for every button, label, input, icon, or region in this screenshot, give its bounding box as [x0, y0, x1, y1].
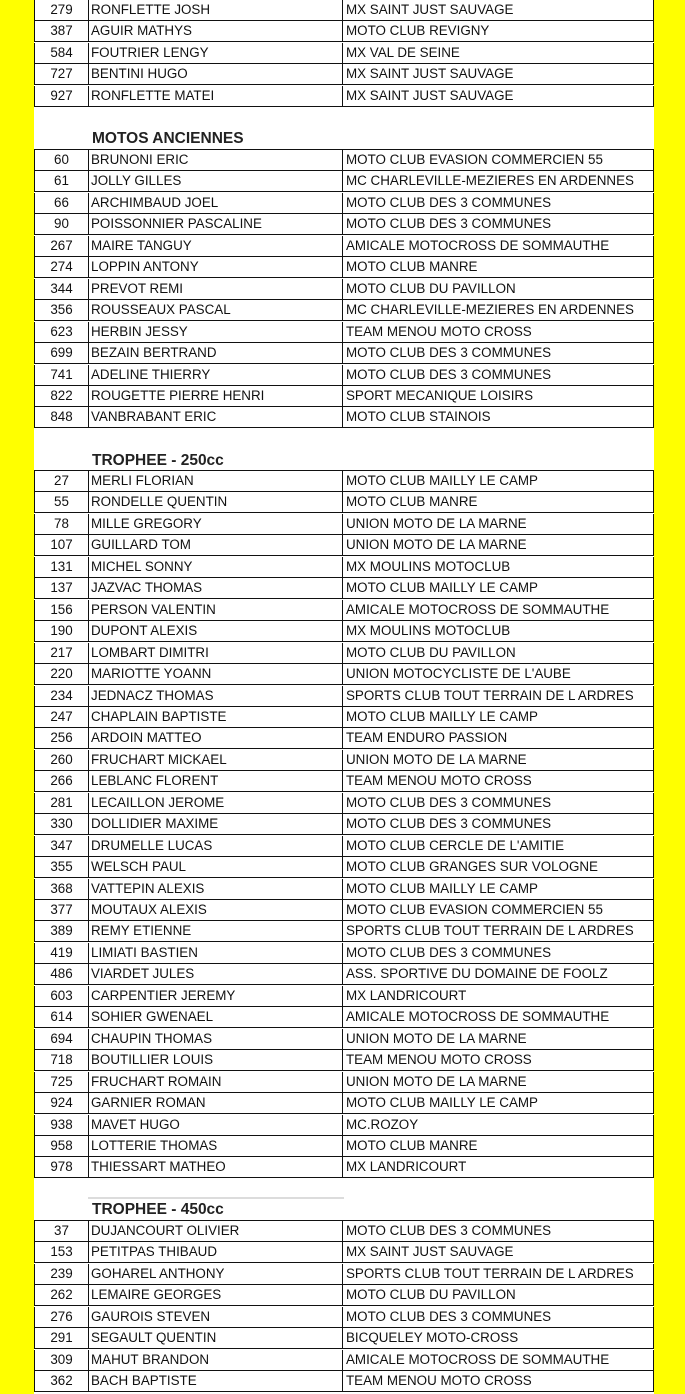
rider-number: 368: [35, 879, 89, 899]
rider-name: WELSCH PAUL: [89, 857, 343, 877]
rider-club: MC CHARLEVILLE-MEZIERES EN ARDENNES: [346, 302, 634, 318]
rider-name: MARIOTTE YOANN: [89, 664, 343, 684]
rider-name: MAHUT BRANDON: [89, 1350, 343, 1370]
table-row: [34, 365, 654, 386]
rider-club: MOTO CLUB MAILLY LE CAMP: [346, 708, 538, 724]
rider-name: FRUCHART MICKAEL: [89, 750, 343, 770]
rider-number: 55: [35, 492, 89, 512]
rider-name: HERBIN JESSY: [89, 322, 343, 342]
rider-number: 267: [35, 236, 89, 256]
rider-club: MX SAINT JUST SAUVAGE: [346, 1244, 514, 1260]
rider-number: 220: [35, 664, 89, 684]
rider-number: 699: [35, 343, 89, 363]
rider-name: REMY ETIENNE: [89, 921, 343, 941]
rider-number: 362: [35, 1371, 89, 1391]
table-row: [34, 492, 654, 513]
rider-number: 725: [35, 1072, 89, 1092]
rider-number: 419: [35, 943, 89, 963]
rider-name: VIARDET JULES: [89, 964, 343, 984]
rider-club: UNION MOTO DE LA MARNE: [346, 537, 527, 553]
table-row: [34, 86, 654, 107]
rider-club: MC CHARLEVILLE-MEZIERES EN ARDENNES: [346, 173, 634, 189]
rider-name: SOHIER GWENAEL: [89, 1007, 343, 1027]
table-row: [34, 21, 654, 42]
rider-number: 234: [35, 686, 89, 706]
table-row: [34, 943, 654, 964]
table-row: [34, 193, 654, 214]
rider-club: MX MOULINS MOTOCLUB: [346, 623, 511, 639]
table-row: [34, 214, 654, 235]
table-row: [34, 386, 654, 407]
table-row: [34, 750, 654, 771]
table-row: [34, 1220, 654, 1242]
table-row: [34, 171, 654, 192]
rider-number: 256: [35, 728, 89, 748]
rider-number: 741: [35, 365, 89, 385]
rider-club: MOTO CLUB REVIGNY: [346, 23, 490, 39]
rider-number: 291: [35, 1328, 89, 1348]
table-row: [34, 793, 654, 814]
rider-name: BOUTILLIER LOUIS: [89, 1050, 343, 1070]
rider-number: 927: [35, 86, 89, 106]
rider-name: CHAPLAIN BAPTISTE: [89, 707, 343, 727]
table-row: [34, 0, 654, 21]
rider-club: MOTO CLUB DES 3 COMMUNES: [346, 1223, 552, 1238]
rider-number: 107: [35, 535, 89, 555]
rider-name: BACH BAPTISTE: [89, 1371, 343, 1391]
table-row: [34, 43, 654, 64]
rider-club: SPORTS CLUB TOUT TERRAIN DE L ARDRES: [346, 923, 634, 939]
rider-club: TEAM MENOU MOTO CROSS: [346, 773, 532, 789]
table-row: [34, 686, 654, 707]
rider-number: 78: [35, 514, 89, 534]
rider-number: 137: [35, 578, 89, 598]
rider-club: MX VAL DE SEINE: [346, 44, 460, 60]
rider-club: AMICALE MOTOCROSS DE SOMMAUTHE: [346, 1009, 610, 1025]
rider-name: GUILLARD TOM: [89, 535, 343, 555]
rider-number: 239: [35, 1264, 89, 1284]
table-row: [34, 407, 654, 428]
rider-name: RONFLETTE MATEI: [89, 86, 343, 106]
rider-number: 274: [35, 257, 89, 277]
rider-club: MOTO CLUB DES 3 COMMUNES: [346, 944, 552, 960]
rider-club: SPORT MECANIQUE LOISIRS: [346, 387, 534, 403]
table-row: [34, 514, 654, 535]
rider-number: 276: [35, 1307, 89, 1327]
rider-name: POISSONNIER PASCALINE: [89, 214, 343, 234]
rider-club: MX SAINT JUST SAUVAGE: [346, 2, 514, 17]
rider-name: VANBRABANT ERIC: [89, 407, 343, 427]
rider-number: 486: [35, 964, 89, 984]
rider-name: MICHEL SONNY: [89, 557, 343, 577]
table-row: [34, 1115, 654, 1136]
rider-club: MOTO CLUB MAILLY LE CAMP: [346, 880, 538, 896]
rider-name: GARNIER ROMAN: [89, 1093, 343, 1113]
rider-number: 389: [35, 921, 89, 941]
rider-club: MX LANDRICOURT: [346, 987, 467, 1003]
rider-club: AMICALE MOTOCROSS DE SOMMAUTHE: [346, 1351, 610, 1367]
table-row: [34, 236, 654, 257]
rider-name: JOLLY GILLES: [89, 171, 343, 191]
rider-club: MOTO CLUB GRANGES SUR VOLOGNE: [346, 859, 598, 875]
section-title: TROPHEE - 450cc: [92, 1201, 224, 1218]
rider-club: UNION MOTO DE LA MARNE: [346, 751, 527, 767]
table-row: [34, 1264, 654, 1285]
rider-name: LEMAIRE GEORGES: [89, 1285, 343, 1305]
rider-club: MOTO CLUB MAILLY LE CAMP: [346, 1095, 538, 1111]
rider-number: 958: [35, 1136, 89, 1156]
rider-club: BICQUELEY MOTO-CROSS: [346, 1330, 519, 1346]
rider-number: 266: [35, 771, 89, 791]
rider-name: BENTINI HUGO: [89, 64, 343, 84]
rider-club: MOTO CLUB DU PAVILLON: [346, 280, 516, 296]
rider-name: RONFLETTE JOSH: [89, 0, 343, 20]
rider-name: GOHAREL ANTHONY: [89, 1264, 343, 1284]
rider-club: MOTO CLUB MANRE: [346, 1137, 478, 1153]
rider-club: UNION MOTO DE LA MARNE: [346, 1073, 527, 1089]
rider-club: MOTO CLUB DES 3 COMMUNES: [346, 345, 552, 361]
rider-number: 66: [35, 193, 89, 213]
rider-club: MX SAINT JUST SAUVAGE: [346, 87, 514, 103]
table-row: [34, 1307, 654, 1328]
table-row: [34, 771, 654, 792]
table-row: [34, 1072, 654, 1093]
rider-club: MOTO CLUB STAINOIS: [346, 409, 491, 425]
rider-number: 694: [35, 1029, 89, 1049]
rider-number: 27: [35, 471, 89, 491]
rider-number: 190: [35, 621, 89, 641]
rider-club: MOTO CLUB DES 3 COMMUNES: [346, 816, 552, 832]
rider-name: PETITPAS THIBAUD: [89, 1242, 343, 1262]
rider-club: UNION MOTO DE LA MARNE: [346, 515, 527, 531]
rider-name: ARDOIN MATTEO: [89, 728, 343, 748]
rider-club: MOTO CLUB DU PAVILLON: [346, 1287, 516, 1303]
rider-club: MOTO CLUB MANRE: [346, 494, 478, 510]
entry-list-sheet: [34, 0, 654, 1394]
rider-number: 156: [35, 600, 89, 620]
rider-club: MOTO CLUB MAILLY LE CAMP: [346, 473, 538, 488]
rider-number: 260: [35, 750, 89, 770]
table-row: [34, 836, 654, 857]
table-row: [34, 921, 654, 942]
table-row: [34, 879, 654, 900]
section-title: MOTOS ANCIENNES: [92, 130, 244, 147]
rider-name: PERSON VALENTIN: [89, 600, 343, 620]
rider-name: PREVOT REMI: [89, 279, 343, 299]
table-row: [34, 1093, 654, 1114]
table-row: [34, 1371, 654, 1392]
table-row: [34, 964, 654, 985]
rider-club: MC.ROZOY: [346, 1116, 419, 1132]
rider-name: RONDELLE QUENTIN: [89, 492, 343, 512]
rider-name: MAIRE TANGUY: [89, 236, 343, 256]
table-row: [34, 1350, 654, 1371]
table-row: [34, 814, 654, 835]
rider-club: AMICALE MOTOCROSS DE SOMMAUTHE: [346, 601, 610, 617]
rider-club: TEAM ENDURO PASSION: [346, 730, 508, 746]
rider-club: MOTO CLUB DES 3 COMMUNES: [346, 1308, 552, 1324]
table-row: [34, 470, 654, 492]
table-row: [34, 664, 654, 685]
rider-club: SPORTS CLUB TOUT TERRAIN DE L ARDRES: [346, 1265, 634, 1281]
table-row: [34, 300, 654, 321]
table-row: [34, 621, 654, 642]
rider-name: VATTEPIN ALEXIS: [89, 879, 343, 899]
rider-number: 262: [35, 1285, 89, 1305]
table-row: [34, 1157, 654, 1178]
rider-club: MOTO CLUB EVASION COMMERCIEN 55: [346, 902, 603, 917]
rider-number: 347: [35, 836, 89, 856]
rider-name: CARPENTIER JEREMY: [89, 986, 343, 1006]
rider-club: MOTO CLUB DU PAVILLON: [346, 644, 516, 660]
table-row: [34, 1328, 654, 1349]
table-row: [34, 343, 654, 364]
rider-club: MOTO CLUB DES 3 COMMUNES: [346, 794, 552, 810]
rider-name: LECAILLON JEROME: [89, 793, 343, 813]
table-row: [34, 1029, 654, 1050]
rider-name: DUJANCOURT OLIVIER: [89, 1221, 343, 1241]
table-row: [34, 149, 654, 171]
rider-number: 281: [35, 793, 89, 813]
rider-club: MOTO CLUB MAILLY LE CAMP: [346, 580, 538, 596]
rider-name: MERLI FLORIAN: [89, 471, 343, 491]
rider-number: 60: [35, 150, 89, 170]
section-divider: [88, 1197, 344, 1199]
rider-club: MOTO CLUB DES 3 COMMUNES: [346, 216, 552, 232]
rider-number: 90: [35, 214, 89, 234]
rider-number: 377: [35, 900, 89, 920]
rider-number: 387: [35, 21, 89, 41]
rider-club: TEAM MENOU MOTO CROSS: [346, 1052, 532, 1068]
rider-name: MAVET HUGO: [89, 1115, 343, 1135]
rider-club: MOTO CLUB DES 3 COMMUNES: [346, 366, 552, 382]
rider-number: 924: [35, 1093, 89, 1113]
rider-name: ARCHIMBAUD JOEL: [89, 193, 343, 213]
rider-number: 356: [35, 300, 89, 320]
rider-club: TEAM MENOU MOTO CROSS: [346, 323, 532, 339]
rider-club: TEAM MENOU MOTO CROSS: [346, 1373, 532, 1389]
table-row: [34, 707, 654, 728]
table-row: [34, 900, 654, 921]
rider-number: 938: [35, 1115, 89, 1135]
table-row: [34, 728, 654, 749]
rider-name: DUPONT ALEXIS: [89, 621, 343, 641]
rider-name: JEDNACZ THOMAS: [89, 686, 343, 706]
table-row: [34, 1007, 654, 1028]
rider-number: 848: [35, 407, 89, 427]
table-row: [34, 279, 654, 300]
rider-number: 344: [35, 279, 89, 299]
rider-number: 153: [35, 1242, 89, 1262]
rider-name: DOLLIDIER MAXIME: [89, 814, 343, 834]
rider-name: SEGAULT QUENTIN: [89, 1328, 343, 1348]
rider-name: ROUGETTE PIERRE HENRI: [89, 386, 343, 406]
rider-club: AMICALE MOTOCROSS DE SOMMAUTHE: [346, 237, 610, 253]
rider-club: MX LANDRICOURT: [346, 1159, 467, 1175]
rider-number: 584: [35, 43, 89, 63]
rider-name: DRUMELLE LUCAS: [89, 836, 343, 856]
table-row: [34, 857, 654, 878]
rider-club: MOTO CLUB DES 3 COMMUNES: [346, 194, 552, 210]
rider-name: LOPPIN ANTONY: [89, 257, 343, 277]
rider-number: 217: [35, 643, 89, 663]
rider-name: LOMBART DIMITRI: [89, 643, 343, 663]
rider-name: AGUIR MATHYS: [89, 21, 343, 41]
table-row: [34, 1136, 654, 1157]
table-row: [34, 557, 654, 578]
rider-name: FRUCHART ROMAIN: [89, 1072, 343, 1092]
table-row: [34, 1285, 654, 1306]
table-row: [34, 64, 654, 85]
rider-club: UNION MOTO DE LA MARNE: [346, 1030, 527, 1046]
table-row: [34, 322, 654, 343]
table-row: [34, 535, 654, 556]
rider-number: 718: [35, 1050, 89, 1070]
rider-name: ADELINE THIERRY: [89, 365, 343, 385]
rider-number: 978: [35, 1157, 89, 1177]
rider-number: 355: [35, 857, 89, 877]
table-row: [34, 578, 654, 599]
rider-number: 309: [35, 1350, 89, 1370]
rider-club: MX MOULINS MOTOCLUB: [346, 558, 511, 574]
rider-club: SPORTS CLUB TOUT TERRAIN DE L ARDRES: [346, 687, 634, 703]
rider-number: 131: [35, 557, 89, 577]
rider-number: 330: [35, 814, 89, 834]
table-row: [34, 643, 654, 664]
table-row: [34, 1242, 654, 1263]
table-row: [34, 986, 654, 1007]
rider-club: ASS. SPORTIVE DU DOMAINE DE FOOLZ: [346, 966, 608, 982]
rider-number: 614: [35, 1007, 89, 1027]
rider-number: 37: [35, 1221, 89, 1241]
table-row: [34, 1050, 654, 1071]
table-row: [34, 257, 654, 278]
rider-name: CHAUPIN THOMAS: [89, 1029, 343, 1049]
section-title: TROPHEE - 250cc: [92, 452, 224, 469]
rider-name: BRUNONI ERIC: [89, 150, 343, 170]
rider-name: GAUROIS STEVEN: [89, 1307, 343, 1327]
rider-number: 247: [35, 707, 89, 727]
rider-number: 727: [35, 64, 89, 84]
rider-number: 603: [35, 986, 89, 1006]
rider-club: MOTO CLUB EVASION COMMERCIEN 55: [346, 152, 603, 167]
rider-name: ROUSSEAUX PASCAL: [89, 300, 343, 320]
rider-club: MOTO CLUB CERCLE DE L'AMITIE: [346, 837, 565, 853]
rider-number: 61: [35, 171, 89, 191]
rider-number: 279: [35, 0, 89, 20]
rider-number: 822: [35, 386, 89, 406]
rider-name: LIMIATI BASTIEN: [89, 943, 343, 963]
rider-name: BEZAIN BERTRAND: [89, 343, 343, 363]
rider-number: 623: [35, 322, 89, 342]
rider-name: MILLE GREGORY: [89, 514, 343, 534]
rider-name: LOTTERIE THOMAS: [89, 1136, 343, 1156]
rider-name: MOUTAUX ALEXIS: [89, 900, 343, 920]
rider-name: FOUTRIER LENGY: [89, 43, 343, 63]
rider-name: JAZVAC THOMAS: [89, 578, 343, 598]
rider-club: MOTO CLUB MANRE: [346, 259, 478, 275]
rider-name: THIESSART MATHEO: [89, 1157, 343, 1177]
rider-club: UNION MOTOCYCLISTE DE L'AUBE: [346, 666, 571, 682]
rider-name: LEBLANC FLORENT: [89, 771, 343, 791]
table-row: [34, 600, 654, 621]
rider-club: MX SAINT JUST SAUVAGE: [346, 66, 514, 82]
